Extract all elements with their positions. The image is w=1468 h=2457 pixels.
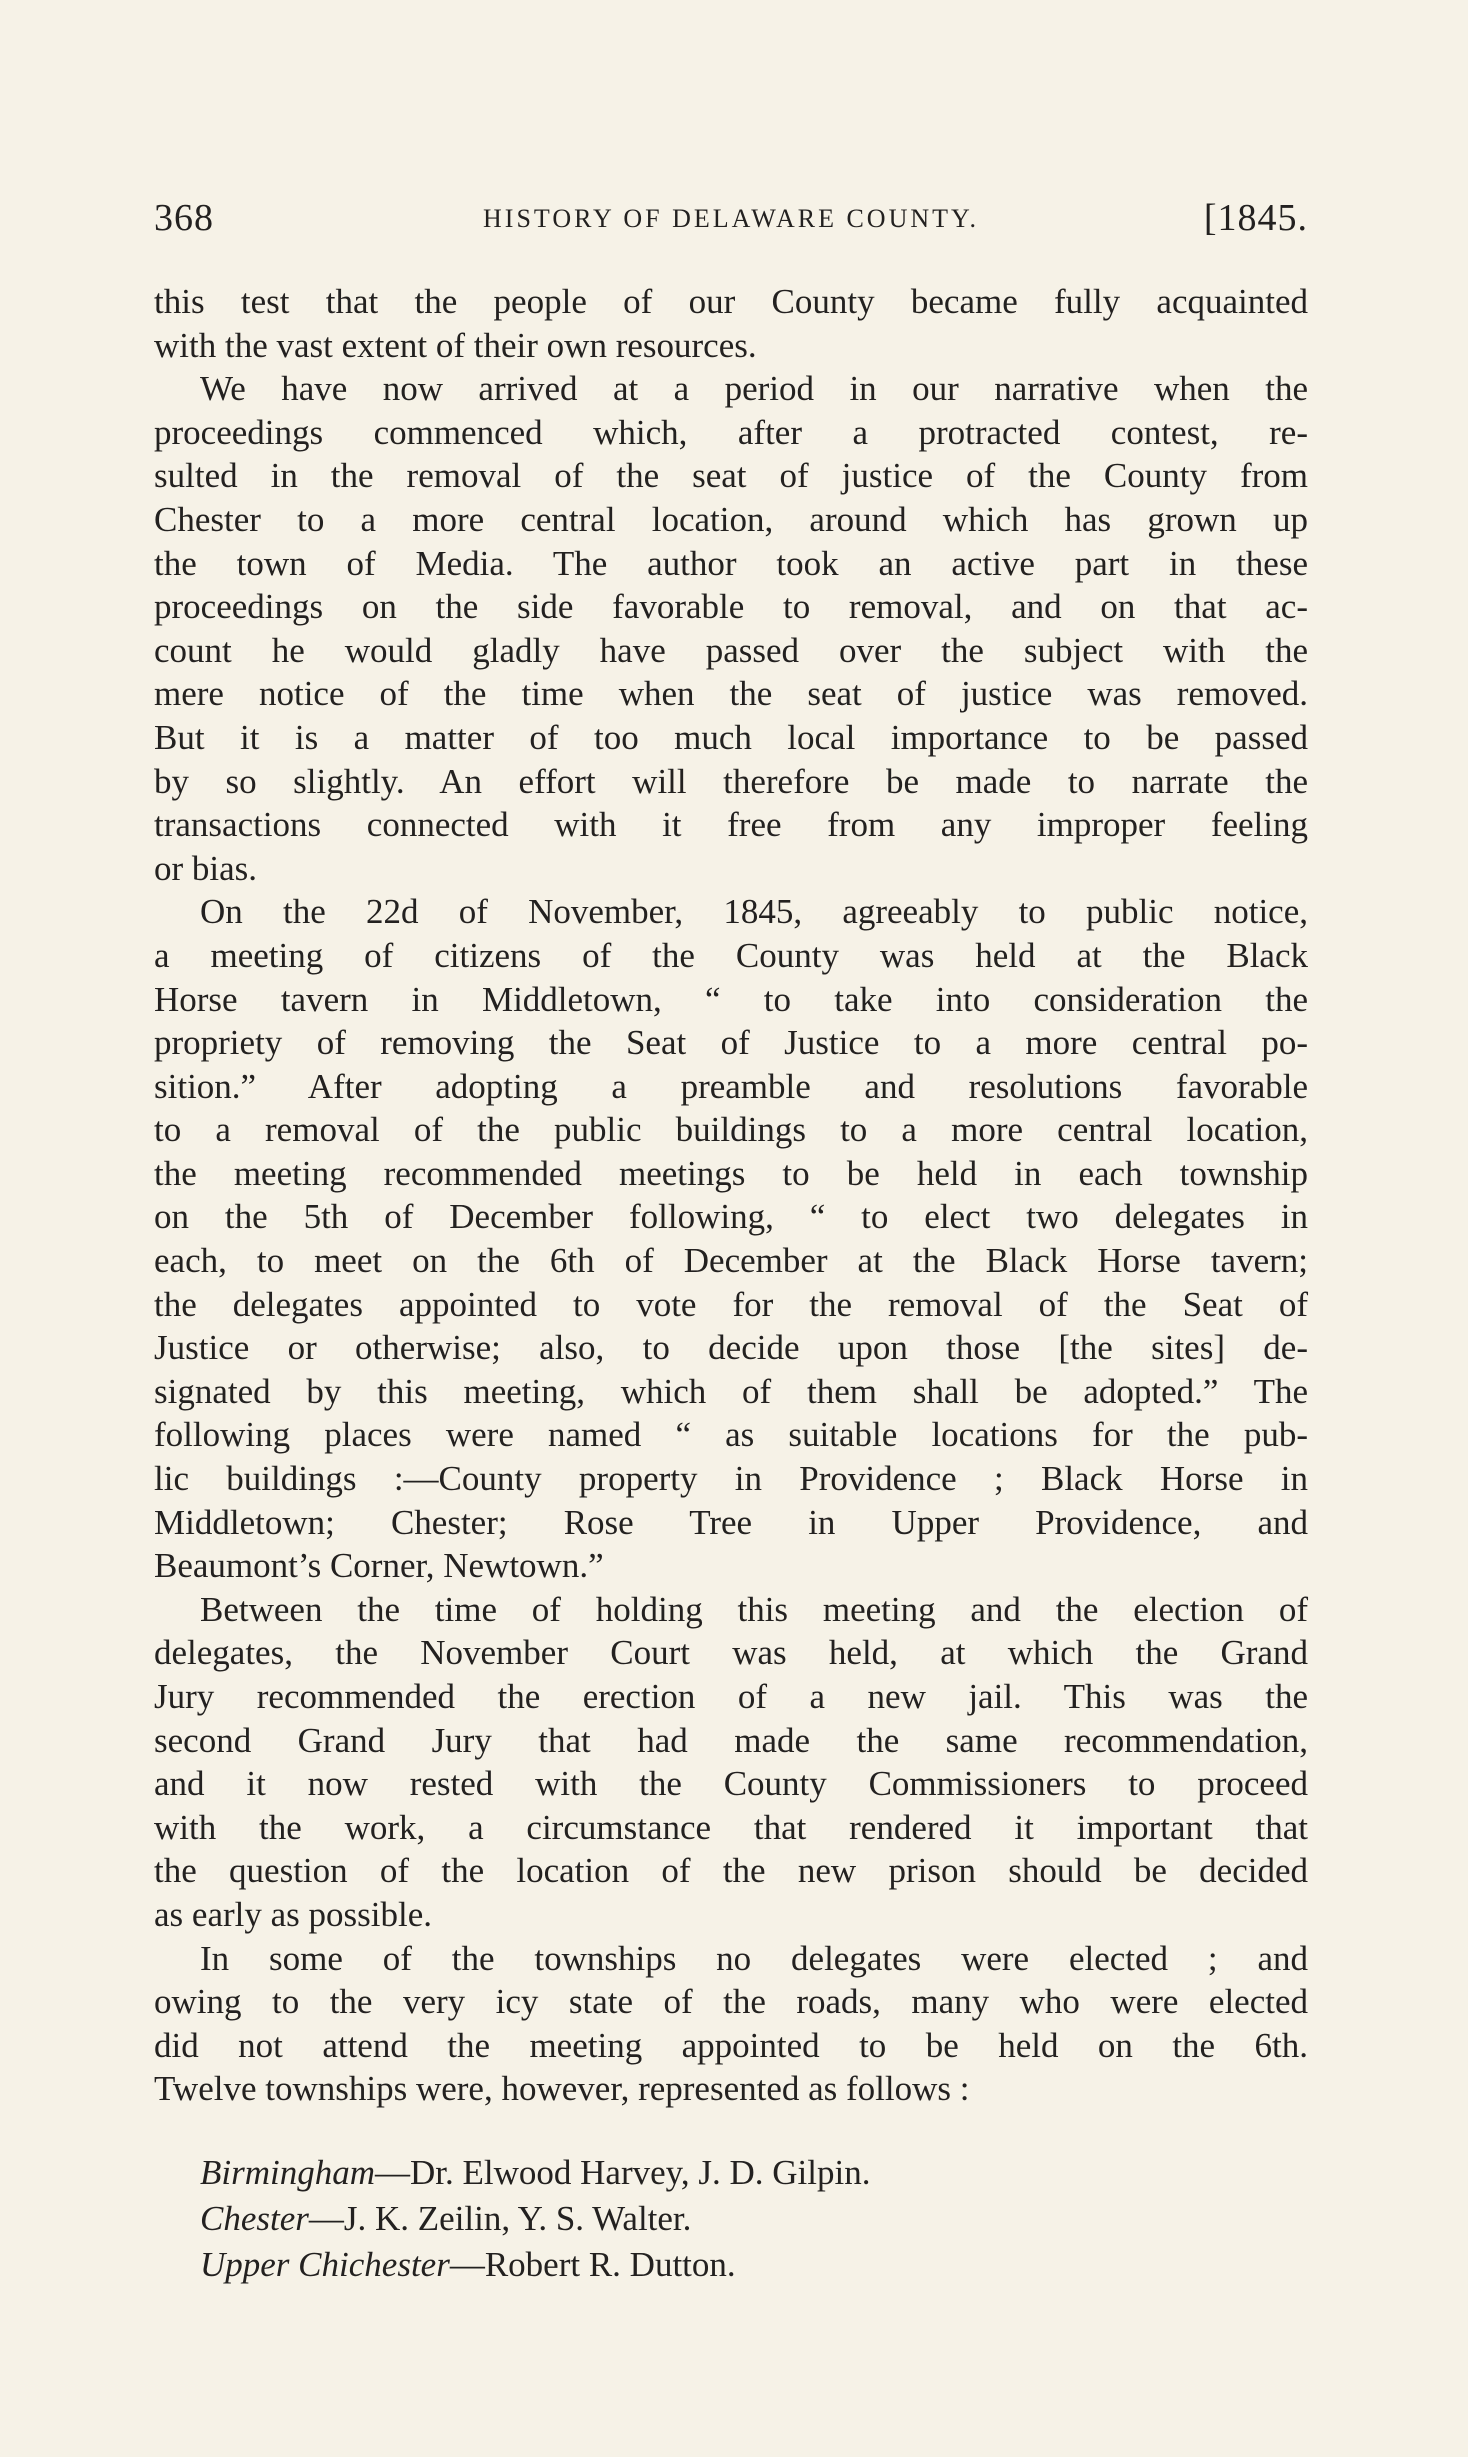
- text-line: the meeting recommended meetings to be held in each township: [154, 1153, 1308, 1193]
- text-line: and it now rested with the County Commissioners to proceed: [154, 1764, 1308, 1804]
- text-line: sulted in the removal of the seat of justice of the County from: [154, 456, 1308, 496]
- text-line: We have now arrived at a period in our narrative when the: [200, 369, 1308, 409]
- delegate-names: —Dr. Elwood Harvey, J. D. Gilpin.: [375, 2153, 871, 2192]
- text-line: Between the time of holding this meeting and the election of: [200, 1589, 1308, 1629]
- text-line: Middletown; Chester; Rose Tree in Upper Providence, and: [154, 1502, 1308, 1542]
- text-line: proceedings on the side favorable to removal, and on that ac-: [154, 587, 1308, 627]
- text-line: by so slightly. An effort will therefore be made to narrate the: [154, 761, 1308, 801]
- township-name: Birmingham: [200, 2153, 375, 2192]
- page-number: 368: [154, 197, 214, 239]
- delegate-entry: [200, 2196, 1200, 2242]
- text-line: But it is a matter of too much local importance to be passed: [154, 717, 1308, 757]
- text-line: following places were named “ as suitable locations for the pub-: [154, 1415, 1308, 1455]
- text-line: lic buildings :—County property in Providence ; Black Horse in: [154, 1459, 1308, 1499]
- text-line: sition.” After adopting a preamble and resolutions favorable: [154, 1066, 1308, 1106]
- text-line: transactions connected with it free from any improper feeling: [154, 805, 1308, 845]
- body-text: [154, 280, 1308, 2111]
- text-line: to a removal of the public buildings to a more central location,: [154, 1110, 1308, 1150]
- delegate-names: —J. K. Zeilin, Y. S. Walter.: [308, 2199, 692, 2238]
- text-line: On the 22d of November, 1845, agreeably to public notice,: [200, 892, 1308, 932]
- township-name: Chester: [200, 2199, 309, 2238]
- text-line: did not attend the meeting appointed to be held on the 6th.: [154, 2025, 1308, 2065]
- text-line: Horse tavern in Middletown, “ to take into consideration the: [154, 979, 1308, 1019]
- text-line: on the 5th of December following, “ to elect two delegates in: [154, 1197, 1308, 1237]
- text-line: the question of the location of the new prison should be decided: [154, 1851, 1308, 1891]
- text-line: with the vast extent of their own resources.: [154, 325, 757, 365]
- text-line: as early as possible.: [154, 1894, 432, 1934]
- text-line: delegates, the November Court was held, at which the Grand: [154, 1633, 1308, 1673]
- text-line: second Grand Jury that had made the same recommendation,: [154, 1720, 1308, 1760]
- running-title: HISTORY OF DELAWARE COUNTY.: [483, 204, 979, 233]
- text-line: Justice or otherwise; also, to decide upon those [the sites] de-: [154, 1328, 1308, 1368]
- text-line: mere notice of the time when the seat of justice was removed.: [154, 674, 1308, 714]
- delegate-entry: [200, 2150, 1200, 2196]
- text-line: Beaumont’s Corner, Newtown.”: [154, 1546, 604, 1586]
- text-line: this test that the people of our County became fully acquainted: [154, 282, 1308, 321]
- township-name: Upper Chichester: [200, 2245, 450, 2284]
- text-line: In some of the townships no delegates were elected ; and: [200, 1938, 1308, 1978]
- text-line: or bias.: [154, 848, 258, 888]
- text-line: each, to meet on the 6th of December at the Black Horse tavern;: [154, 1241, 1308, 1281]
- delegate-entry: [200, 2242, 1200, 2288]
- text-line: Twelve townships were, however, represented as follows :: [154, 2069, 970, 2109]
- delegate-names: —Robert R. Dutton.: [449, 2245, 736, 2284]
- text-line: count he would gladly have passed over the subject with the: [154, 630, 1308, 670]
- text-line: Jury recommended the erection of a new jail. This was the: [154, 1677, 1308, 1716]
- text-line: owing to the very icy state of the roads, many who were elected: [154, 1982, 1308, 2022]
- header-year: [1845.: [1203, 197, 1308, 239]
- text-line: with the work, a circumstance that rendered it important that: [154, 1807, 1308, 1847]
- text-line: the delegates appointed to vote for the removal of the Seat of: [154, 1284, 1308, 1324]
- text-line: signated by this meeting, which of them shall be adopted.” The: [154, 1371, 1308, 1411]
- delegate-list: [200, 2150, 1200, 2288]
- text-line: Chester to a more central location, around which has grown up: [154, 499, 1308, 539]
- text-line: a meeting of citizens of the County was held at the Black: [154, 935, 1308, 975]
- text-line: the town of Media. The author took an active part in these: [154, 543, 1308, 583]
- running-header: [154, 196, 1308, 246]
- text-line: proceedings commenced which, after a protracted contest, re-: [154, 412, 1308, 452]
- text-line: propriety of removing the Seat of Justice to a more central po-: [154, 1023, 1308, 1063]
